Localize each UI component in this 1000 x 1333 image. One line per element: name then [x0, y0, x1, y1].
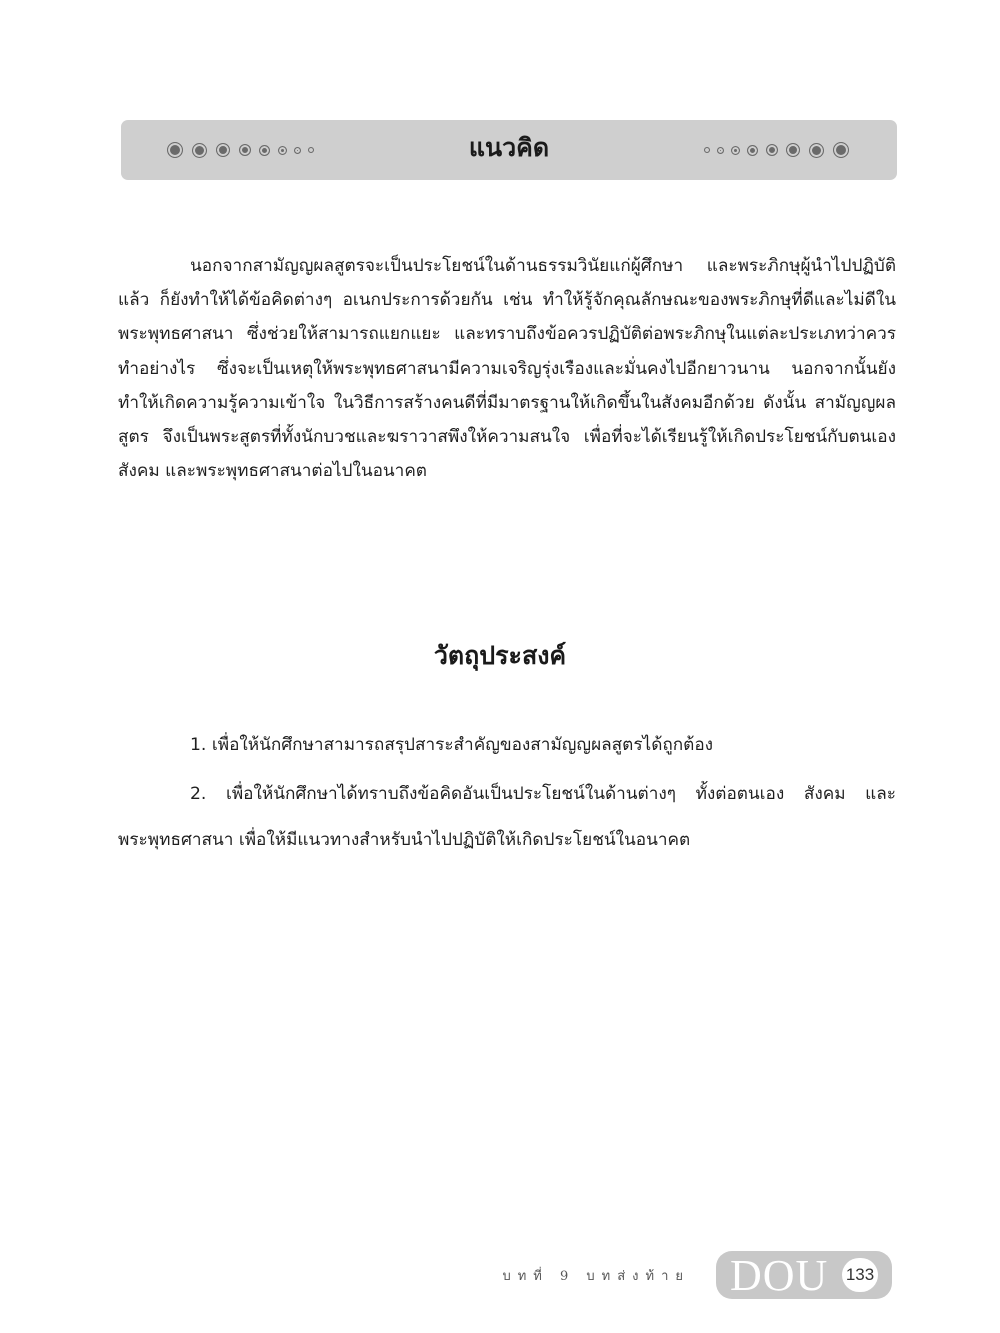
dot-icon — [833, 142, 849, 158]
objectives-heading: วัตถุประสงค์ — [433, 641, 567, 670]
dot-icon — [809, 143, 824, 158]
objective-item-2: 2. เพื่อให้นักศึกษาได้ทราบถึงข้อคิดอันเป็นประโยชน์ในด้านต่างๆ ทั้งต่อตนเอง สังคม และพระพุทธศาสนา เพื่อให้มีแนวทางสำหรับนำไปปฏิบัติให้เกิดประโยชน์ในอนาคต — [118, 784, 896, 850]
concept-section — [118, 249, 896, 488]
chapter-label: บทที่ 9 บทส่งท้าย — [502, 1268, 690, 1284]
section-title: แนวคิด — [468, 133, 550, 162]
dot-icon — [704, 147, 710, 153]
decorative-dots-right — [704, 120, 849, 180]
dot-icon — [731, 146, 740, 155]
objectives-list — [118, 727, 896, 877]
dot-icon — [786, 143, 800, 157]
dou-logo: DOU — [730, 1251, 829, 1300]
objective-item-1: 1. เพื่อให้นักศึกษาสามารถสรุปสาระสำคัญของสามัญญผลสูตรได้ถูกต้อง — [190, 735, 714, 755]
page-number: 133 — [842, 1258, 878, 1292]
dot-icon — [747, 145, 758, 156]
page-footer — [502, 1251, 892, 1299]
dot-icon — [717, 147, 724, 154]
dot-icon — [766, 144, 778, 156]
concept-paragraph: นอกจากสามัญญผลสูตรจะเป็นประโยชน์ในด้านธรรมวินัยแก่ผู้ศึกษา และพระภิกษุผู้นำไปปฏิบัติแล้ว ก็ยังทำให้ได้ข้อคิดต่างๆ อเนกประการด้วยกัน เช่น ทำให้รู้จักคุณลักษณะของพระภิกษุที่ดีและไม่ดีในพระพุทธศาสนา ซึ่งช่วยให้สามารถแยกแยะ และทราบถึงข้อควรปฏิบัติต่อพระภิกษุในแต่ละประเภทว่าควรทำอย่างไร ซึ่งจะเป็นเหตุให้พระพุทธศาสนามีความเจริญรุ่งเรืองและมั่นคงไปอีกยาวนาน นอกจากนั้นยังทำให้เกิดความรู้ความเข้าใจ ในวิธีการสร้างคนดีที่มีมาตรฐานให้เกิดขึ้นในสังคมอีกด้วย ดังนั้น สามัญญผลสูตร จึงเป็นพระสูตรที่ทั้งนักบวชและฆราวาสพึงให้ความสนใจ เพื่อที่จะได้เรียนรู้ให้เกิดประโยชน์กับตนเอง สังคม และพระพุทธศาสนาต่อไปในอนาคต — [118, 256, 896, 482]
dou-badge — [716, 1251, 892, 1299]
section-banner — [121, 120, 897, 180]
